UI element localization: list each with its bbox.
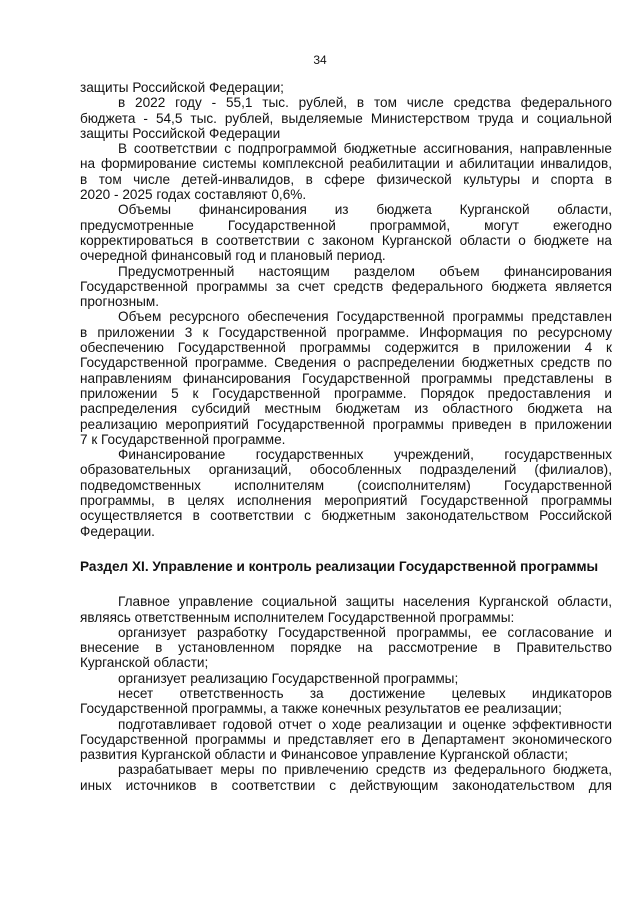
text-line: Государственной программы, а также конечных результатов ее реализации; — [80, 701, 562, 717]
text-line: Предусмотренный настоящим разделом объем финансирования — [118, 263, 612, 279]
page-number: 34 — [313, 53, 327, 67]
text-line: 7 к Государственной программе. — [80, 431, 286, 447]
text-line: на формирование системы комплексной реабилитации и абилитации инвалидов, — [80, 156, 612, 172]
text-line: защиты Российской Федерации; — [80, 80, 284, 95]
document-body — [80, 80, 612, 793]
text-line: 2020 - 2025 годах составляют 0,6%. — [80, 187, 307, 203]
text-line: являясь ответственным исполнителем Государственной программы: — [80, 609, 515, 625]
text-line: Федерации. — [80, 523, 155, 539]
section-gap — [80, 539, 612, 559]
section-gap — [80, 574, 612, 594]
text-line: В соответствии с подпрограммой бюджетные ассигнования, направленные — [118, 141, 612, 157]
text-line: Государственной программе. Сведения о распределении бюджетных средств по — [80, 355, 612, 371]
text-line: приложении 5 к Государственной программе. Порядок предоставления и — [80, 385, 612, 401]
text-line: подведомственных исполнителям (соисполнителям) Государственной — [80, 477, 612, 493]
text-line: реализацию мероприятий Государственной программы приведен в приложении — [80, 416, 612, 432]
text-line: Финансирование государственных учреждений, государственных — [118, 447, 612, 463]
text-line: образовательных организаций, обособленных подразделений (филиалов), — [80, 462, 612, 478]
text-line: в приложении 3 к Государственной программе. Информация по ресурсному — [80, 324, 612, 340]
text-line: программы, в целях исполнения мероприятий Государственной программы — [80, 493, 612, 509]
text-line: обеспечению Государственной программы содержится в приложении 4 к — [80, 340, 612, 356]
text-line: Главное управление социальной защиты населения Курганской области, — [118, 594, 612, 610]
text-line: в 2022 году - 55,1 тыс. рублей, в том числе средства федерального — [118, 95, 612, 111]
text-line: организует разработку Государственной программы, ее согласование и — [118, 624, 612, 640]
text-line: прогнозным. — [80, 294, 159, 310]
text-line: развития Курганской области и Финансовое управление Курганской области; — [80, 747, 569, 763]
text-line: Объемы финансирования из бюджета Курганской области, — [118, 202, 612, 218]
text-line: очередной финансовый год и плановый период. — [80, 248, 386, 264]
text-line: осуществляется в соответствии с бюджетным законодательством Российской — [80, 508, 612, 524]
text-line: Курганской области; — [80, 655, 209, 671]
text-line: предусмотренные Государственной программой, могут ежегодно — [80, 217, 612, 233]
text-line: Государственной программы за счет средств федерального бюджета является — [80, 278, 612, 294]
management-text — [80, 594, 612, 793]
text-line: в том числе детей-инвалидов, в сфере физической культуры и спорта в — [80, 171, 612, 187]
text-line: разрабатывает меры по привлечению средств из федерального бюджета, — [118, 762, 612, 778]
financing-text — [80, 80, 612, 539]
text-line: подготавливает годовой отчет о ходе реализации и оценке эффективности — [118, 716, 612, 732]
text-line: иных источников в соответствии с действующим законодательством для — [80, 777, 612, 793]
text-line: корректироваться в соответствии с законом Курганской области о бюджете на — [80, 232, 612, 248]
text-line: организует реализацию Государственной программы; — [118, 670, 459, 686]
text-line: несет ответственность за достижение целевых индикаторов — [118, 685, 612, 701]
text-line: Объем ресурсного обеспечения Государственной программы представлен — [118, 309, 612, 325]
text-line: Государственной программы и представляет его в Департамент экономического — [80, 731, 612, 747]
text-line: распределения субсидий местным бюджетам из областного бюджета на — [80, 401, 612, 417]
text-line: направлениям финансирования Государственной программы представлены в — [80, 370, 612, 386]
text-line: защиты Российской Федерации — [80, 125, 281, 141]
text-line: внесение в установленном порядке на рассмотрение в Правительство — [80, 640, 612, 656]
text-line: бюджета - 54,5 тыс. рублей, выделяемые Министерством труда и социальной — [80, 110, 612, 126]
section-heading: Раздел XI. Управление и контроль реализации Государственной программы — [80, 558, 599, 574]
